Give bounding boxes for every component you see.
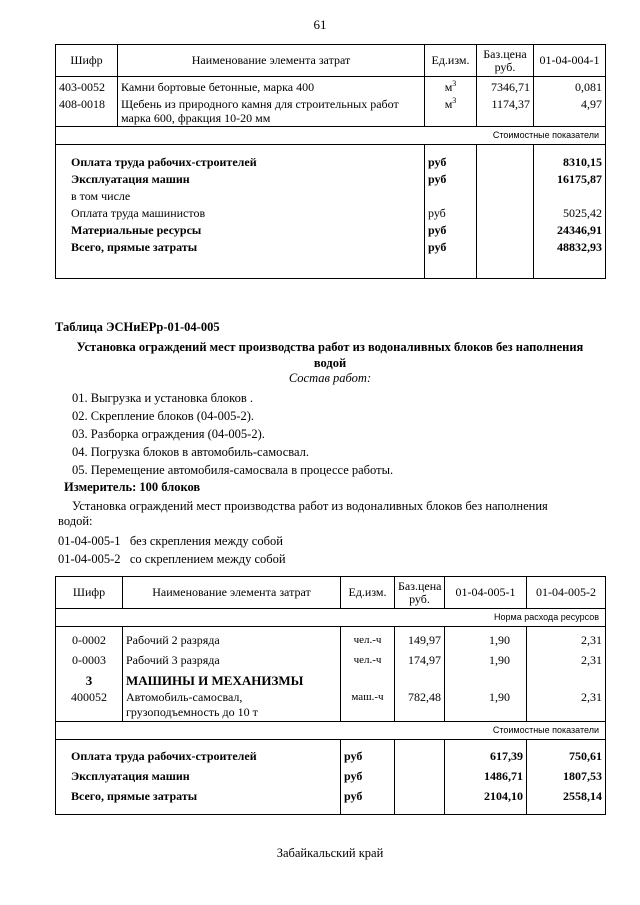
header-norm: 01-04-004-1 xyxy=(534,45,606,77)
list-item: 01-04-005-1 без скрепления между собой xyxy=(58,534,283,548)
header-code: Шифр xyxy=(56,577,123,609)
row-price: 1174,37 xyxy=(477,96,534,127)
row-name: Камни бортовые бетонные, марка 400 xyxy=(118,77,425,97)
section-label: Стоимостные показатели xyxy=(56,722,606,740)
cost-row: Всего, прямые затраты руб 2104,10 2558,14 xyxy=(56,785,606,815)
header-name: Наименование элемента затрат xyxy=(123,577,341,609)
resource-table-2 xyxy=(55,576,606,815)
composition-title: Состав работ: xyxy=(288,371,372,385)
row-code: 403-0052 xyxy=(56,77,118,97)
list-item: 02. Скрепление блоков (04-005-2). xyxy=(72,409,255,423)
table-row: 0-0002 Рабочий 2 разряда чел.-ч 149,97 1,90 2,31 xyxy=(56,627,606,650)
header-price: Баз.цена руб. xyxy=(395,577,445,609)
page-number: 61 xyxy=(313,17,327,32)
table-row: 3 МАШИНЫ И МЕХАНИЗМЫ xyxy=(56,669,606,689)
header-norm-2: 01-04-005-2 xyxy=(527,577,606,609)
table-row xyxy=(56,96,606,127)
norm-label: Норма расхода ресурсов xyxy=(56,609,606,627)
description-line2: водой: xyxy=(58,514,93,528)
row-price: 7346,71 xyxy=(477,77,534,97)
cost-row: Материальные ресурсы руб 24346,91 xyxy=(56,222,606,239)
table-id: Таблица ЭСНиЕРр-01-04-005 xyxy=(55,320,220,334)
footer: Забайкальский край xyxy=(276,846,384,860)
table-row: 0-0003 Рабочий 3 разряда чел.-ч 174,97 1,90 2,31 xyxy=(56,649,606,669)
row-unit: $м^3$ xyxy=(425,77,477,97)
header-unit: Ед.изм. xyxy=(425,45,477,77)
cost-row: в том числе xyxy=(56,188,606,205)
list-item: 01-04-005-2 со скреплением между собой xyxy=(58,552,286,566)
table-row: 400052 Автомобиль-самосвал, грузоподъемность до 10 т маш.-ч 782,48 1,90 2,31 xyxy=(56,689,606,722)
cost-row: Оплата труда машинистов руб 5025,42 xyxy=(56,205,606,222)
variants xyxy=(58,532,286,568)
works-list xyxy=(72,389,393,479)
list-item: 05. Перемещение автомобиля-самосвала в процессе работы. xyxy=(72,463,394,477)
table-row xyxy=(56,77,606,97)
section-label: Стоимостные показатели xyxy=(56,127,606,145)
list-item: 03. Разборка ограждения (04-005-2). xyxy=(72,427,265,441)
header-price: Баз.цена руб. xyxy=(477,45,534,77)
meter: Измеритель: 100 блоков xyxy=(64,480,201,494)
cost-row: Оплата труда рабочих-строителей руб 617,39 750,61 xyxy=(56,748,606,765)
header-norm-1: 01-04-005-1 xyxy=(445,577,527,609)
list-item: 04. Погрузка блоков в автомобиль-самосвал. xyxy=(72,445,310,459)
row-value: 0,081 xyxy=(534,77,606,97)
row-code: 408-0018 xyxy=(56,96,118,127)
header-name: Наименование элемента затрат xyxy=(118,45,425,77)
cost-row: Эксплуатация машин руб 1486,71 1807,53 xyxy=(56,765,606,785)
row-unit: $м^3$ xyxy=(425,96,477,127)
cost-row: Эксплуатация машин руб 16175,87 xyxy=(56,171,606,188)
resource-table-1 xyxy=(55,44,606,279)
header-code: Шифр xyxy=(56,45,118,77)
row-value: 4,97 xyxy=(534,96,606,127)
list-item: 01. Выгрузка и установка блоков . xyxy=(72,391,253,405)
section-title: Установка ограждений мест производства работ из водоналивных блоков без наполнения водой xyxy=(76,340,584,370)
header-unit: Ед.изм. xyxy=(341,577,395,609)
description: Установка ограждений мест производства работ из водоналивных блоков без наполнения xyxy=(72,499,548,513)
cost-row: Всего, прямые затраты руб 48832,93 xyxy=(56,239,606,279)
row-name: Щебень из природного камня для строительных работ марка 600, фракция 10-20 мм xyxy=(118,96,425,127)
cost-row: Оплата труда рабочих-строителей руб 8310,15 xyxy=(56,154,606,171)
